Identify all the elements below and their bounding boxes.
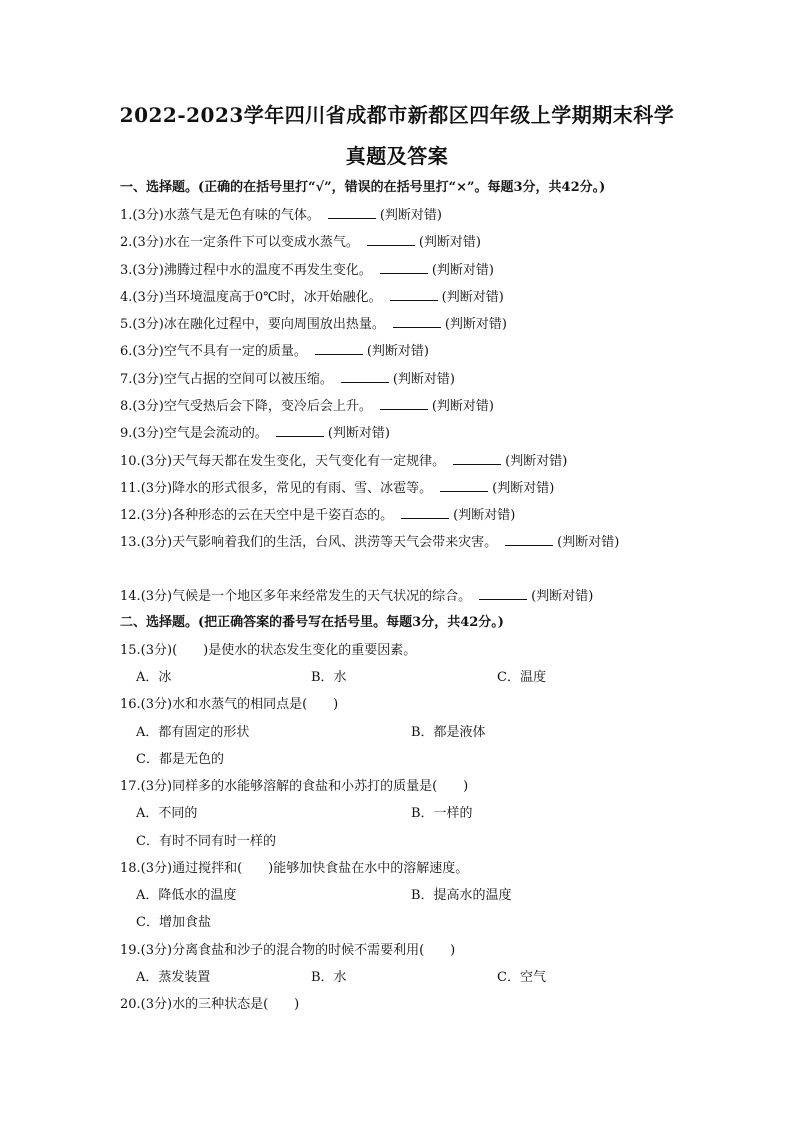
option-b[interactable]: B．都是液体 bbox=[411, 725, 486, 740]
mc-question-stem: 17.(3分)同样多的水能够溶解的食盐和小苏打的质量是( ) bbox=[120, 779, 469, 794]
answer-blank[interactable] bbox=[401, 506, 449, 519]
tf-question: 11.(3分)降水的形式很多，常见的有雨、雪、冰雹等。 (判断对错) bbox=[120, 481, 555, 496]
mc-question-stem: 20.(3分)水的三种状态是( ) bbox=[120, 997, 300, 1012]
mc-question-stem: 16.(3分)水和水蒸气的相同点是( ) bbox=[120, 697, 339, 712]
option-b[interactable]: B．水 bbox=[311, 970, 347, 985]
option-b[interactable]: B．一样的 bbox=[411, 806, 473, 821]
option-b[interactable]: B．提高水的温度 bbox=[411, 888, 512, 903]
option-c[interactable]: C．增加食盐 bbox=[136, 915, 211, 930]
tf-question: 5.(3分)冰在融化过程中，要向周围放出热量。 (判断对错) bbox=[120, 317, 507, 332]
mc-question-stem: 15.(3分)( )是使水的状态发生变化的重要因素。 bbox=[120, 643, 417, 658]
answer-blank[interactable] bbox=[479, 587, 527, 600]
answer-blank[interactable] bbox=[367, 233, 415, 246]
option-a[interactable]: A．蒸发装置 bbox=[136, 970, 211, 985]
answer-blank[interactable] bbox=[393, 315, 441, 328]
option-a[interactable]: A．冰 bbox=[136, 670, 172, 685]
tf-question: 12.(3分)各种形态的云在天空中是千姿百态的。 (判断对错) bbox=[120, 508, 516, 523]
section-2-heading: 二、选择题。(把正确答案的番号写在括号里。每题3分，共42分。) bbox=[120, 615, 504, 630]
answer-blank[interactable] bbox=[276, 424, 324, 437]
option-b[interactable]: B．水 bbox=[311, 670, 347, 685]
page-title-line1: 2022-2023学年四川省成都市新都区四年级上学期期末科学 bbox=[119, 103, 675, 127]
answer-blank[interactable] bbox=[453, 452, 501, 465]
page-title-line2: 真题及答案 bbox=[345, 144, 449, 168]
answer-blank[interactable] bbox=[315, 342, 363, 355]
answer-blank[interactable] bbox=[390, 288, 438, 301]
mc-question-stem: 18.(3分)通过搅拌和( )能够加快食盐在水中的溶解速度。 bbox=[120, 861, 469, 876]
answer-blank[interactable] bbox=[505, 533, 553, 546]
answer-blank[interactable] bbox=[341, 370, 389, 383]
tf-question: 6.(3分)空气不具有一定的质量。 (判断对错) bbox=[120, 344, 429, 359]
option-a[interactable]: A．降低水的温度 bbox=[136, 888, 237, 903]
option-c[interactable]: C．有时不同有时一样的 bbox=[136, 834, 276, 849]
option-a[interactable]: A．都有固定的形状 bbox=[136, 725, 250, 740]
tf-question: 14.(3分)气候是一个地区多年来经常发生的天气状况的综合。 (判断对错) bbox=[120, 589, 594, 604]
answer-blank[interactable] bbox=[380, 397, 428, 410]
tf-question: 7.(3分)空气占据的空间可以被压缩。 (判断对错) bbox=[120, 372, 455, 387]
answer-blank[interactable] bbox=[328, 206, 376, 219]
answer-blank[interactable] bbox=[440, 479, 488, 492]
tf-question: 9.(3分)空气是会流动的。 (判断对错) bbox=[120, 426, 390, 441]
answer-blank[interactable] bbox=[380, 261, 428, 274]
section-1-heading: 一、选择题。(正确的在括号里打“√”，错误的在括号里打“×”。每题3分，共42分。) bbox=[120, 180, 606, 195]
option-c[interactable]: C．温度 bbox=[497, 670, 546, 685]
tf-question: 10.(3分)天气每天都在发生变化，天气变化有一定规律。 (判断对错) bbox=[120, 454, 568, 469]
option-c[interactable]: C．空气 bbox=[497, 970, 546, 985]
mc-question-stem: 19.(3分)分离食盐和沙子的混合物的时候不需要利用( ) bbox=[120, 943, 456, 958]
tf-question: 4.(3分)当环境温度高于0℃时，冰开始融化。 (判断对错) bbox=[120, 290, 504, 305]
tf-question: 1.(3分)水蒸气是无色有味的气体。 (判断对错) bbox=[120, 208, 442, 223]
tf-question: 8.(3分)空气受热后会下降，变冷后会上升。 (判断对错) bbox=[120, 399, 494, 414]
tf-question: 13.(3分)天气影响着我们的生活，台风、洪涝等天气会带来灾害。 (判断对错) bbox=[120, 535, 620, 550]
tf-question: 2.(3分)水在一定条件下可以变成水蒸气。 (判断对错) bbox=[120, 235, 481, 250]
option-a[interactable]: A．不同的 bbox=[136, 806, 198, 821]
option-c[interactable]: C．都是无色的 bbox=[136, 752, 224, 767]
tf-question: 3.(3分)沸腾过程中水的温度不再发生变化。 (判断对错) bbox=[120, 263, 494, 278]
